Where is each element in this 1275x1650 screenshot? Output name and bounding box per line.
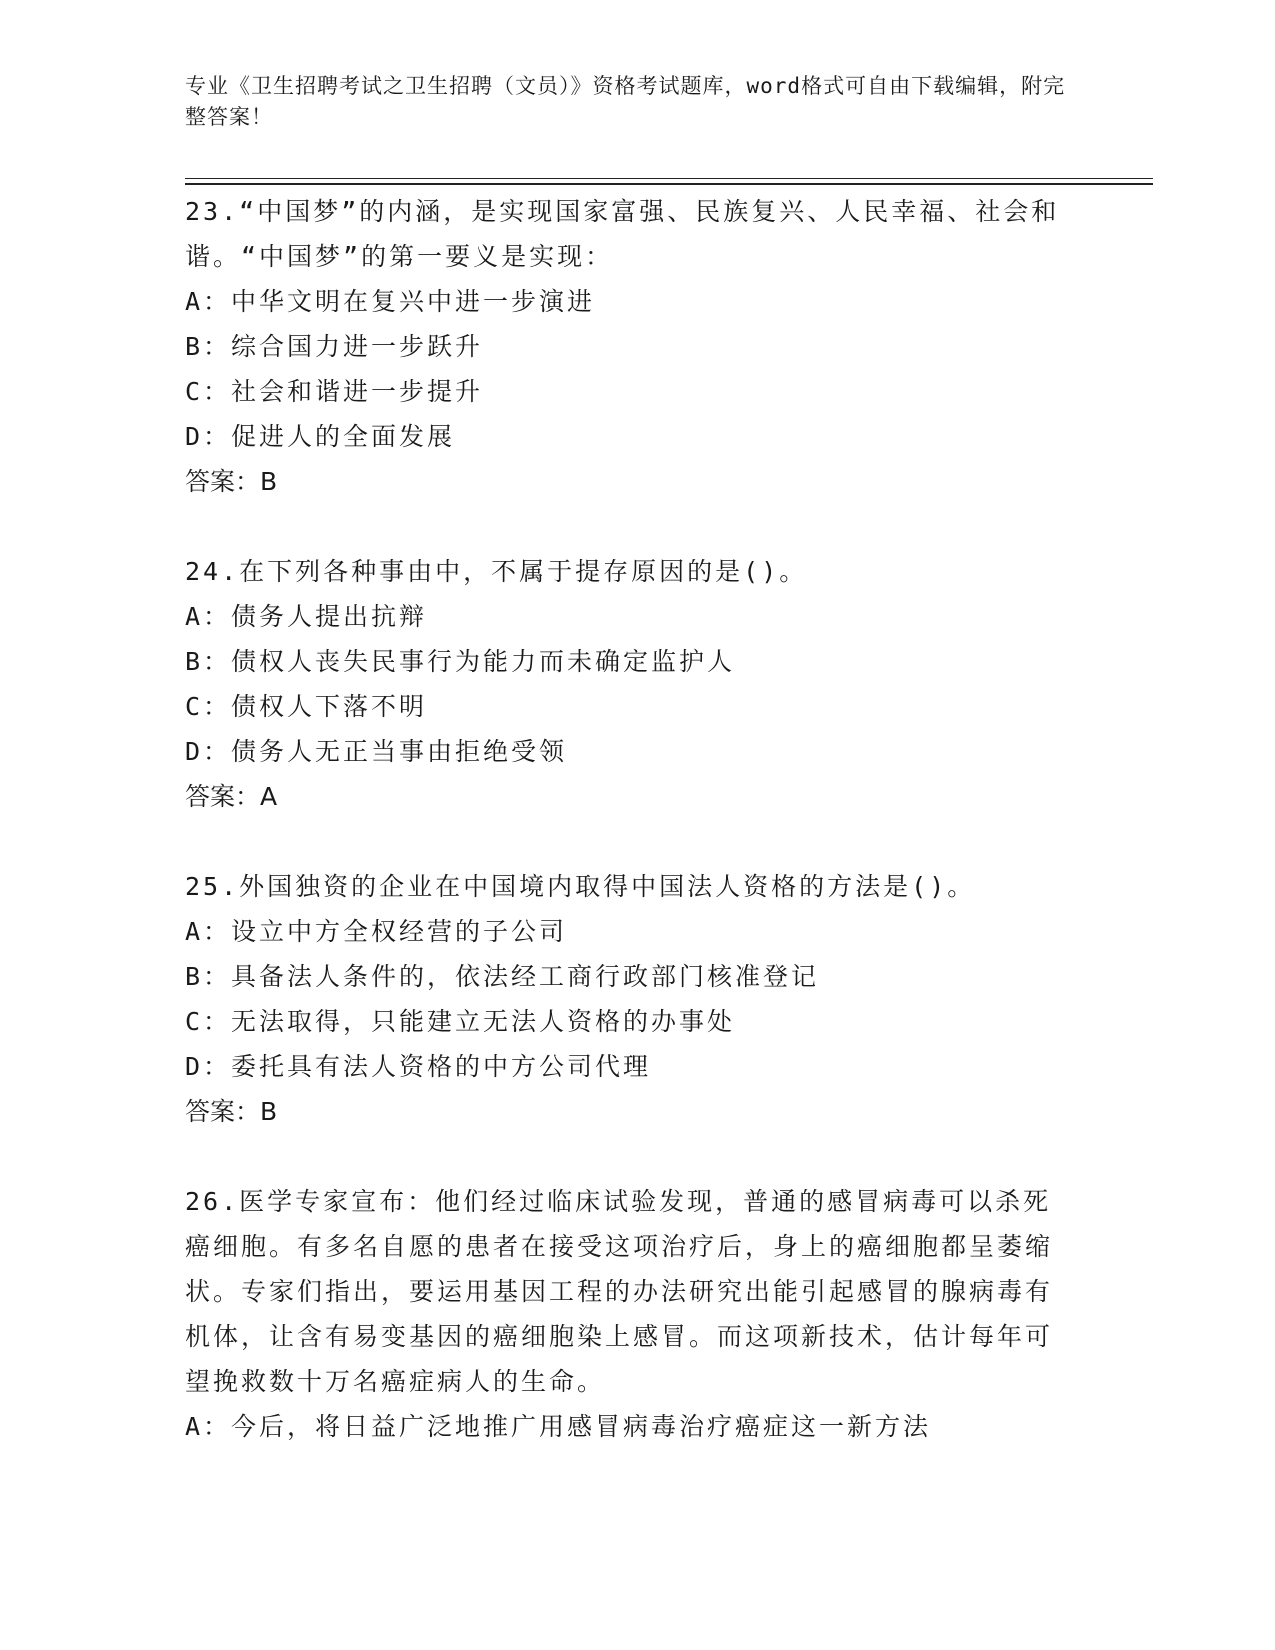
- option-a: A：中华文明在复兴中进一步演进: [185, 287, 596, 316]
- header-divider-thin: [185, 178, 1153, 179]
- document-header: 专业《卫生招聘考试之卫生招聘（文员）》资格考试题库，word格式可自由下载编辑，附完整答案！: [185, 74, 1066, 129]
- option-a: A：设立中方全权经营的子公司: [185, 917, 568, 946]
- question-text: 26.医学专家宣布：他们经过临床试验发现，普通的感冒病毒可以杀死癌细胞。有多名自愿的患者在接受这项治疗后，身上的癌细胞都呈萎缩状。专家们指出，要运用基因工程的办法研究出能引起感冒的腺病毒有机体，让含有易变基因的癌细胞染上感冒。而这项新技术，估计每年可望挽救数十万名癌症病人的生命。: [185, 1187, 1054, 1396]
- option-c: C：无法取得，只能建立无法人资格的办事处: [185, 1007, 736, 1036]
- question-item: [185, 549, 1075, 819]
- answer-line: 答案：A: [185, 782, 278, 811]
- option-a: A：债务人提出抗辩: [185, 602, 428, 631]
- header-divider-thick: [185, 183, 1153, 185]
- question-text: 23.“中国梦”的内涵，是实现国家富强、民族复兴、人民幸福、社会和谐。“中国梦”的第一要义是实现：: [185, 197, 1060, 271]
- option-d: D：促进人的全面发展: [185, 422, 456, 451]
- question-list: [185, 189, 1075, 1494]
- option-d: D：委托具有法人资格的中方公司代理: [185, 1052, 652, 1081]
- question-item: [185, 1179, 1075, 1449]
- question-item: [185, 189, 1075, 504]
- option-c: C：社会和谐进一步提升: [185, 377, 484, 406]
- option-d: D：债务人无正当事由拒绝受领: [185, 737, 568, 766]
- answer-line: 答案：B: [185, 1097, 278, 1126]
- question-text: 25.外国独资的企业在中国境内取得中国法人资格的方法是()。: [185, 872, 976, 901]
- option-b: B：债权人丧失民事行为能力而未确定监护人: [185, 647, 736, 676]
- option-b: B：具备法人条件的，依法经工商行政部门核准登记: [185, 962, 820, 991]
- question-item: [185, 864, 1075, 1134]
- option-a: A：今后，将日益广泛地推广用感冒病毒治疗癌症这一新方法: [185, 1412, 932, 1441]
- option-c: C：债权人下落不明: [185, 692, 428, 721]
- option-b: B：综合国力进一步跃升: [185, 332, 484, 361]
- question-text: 24.在下列各种事由中，不属于提存原因的是()。: [185, 557, 808, 586]
- answer-line: 答案：B: [185, 467, 278, 496]
